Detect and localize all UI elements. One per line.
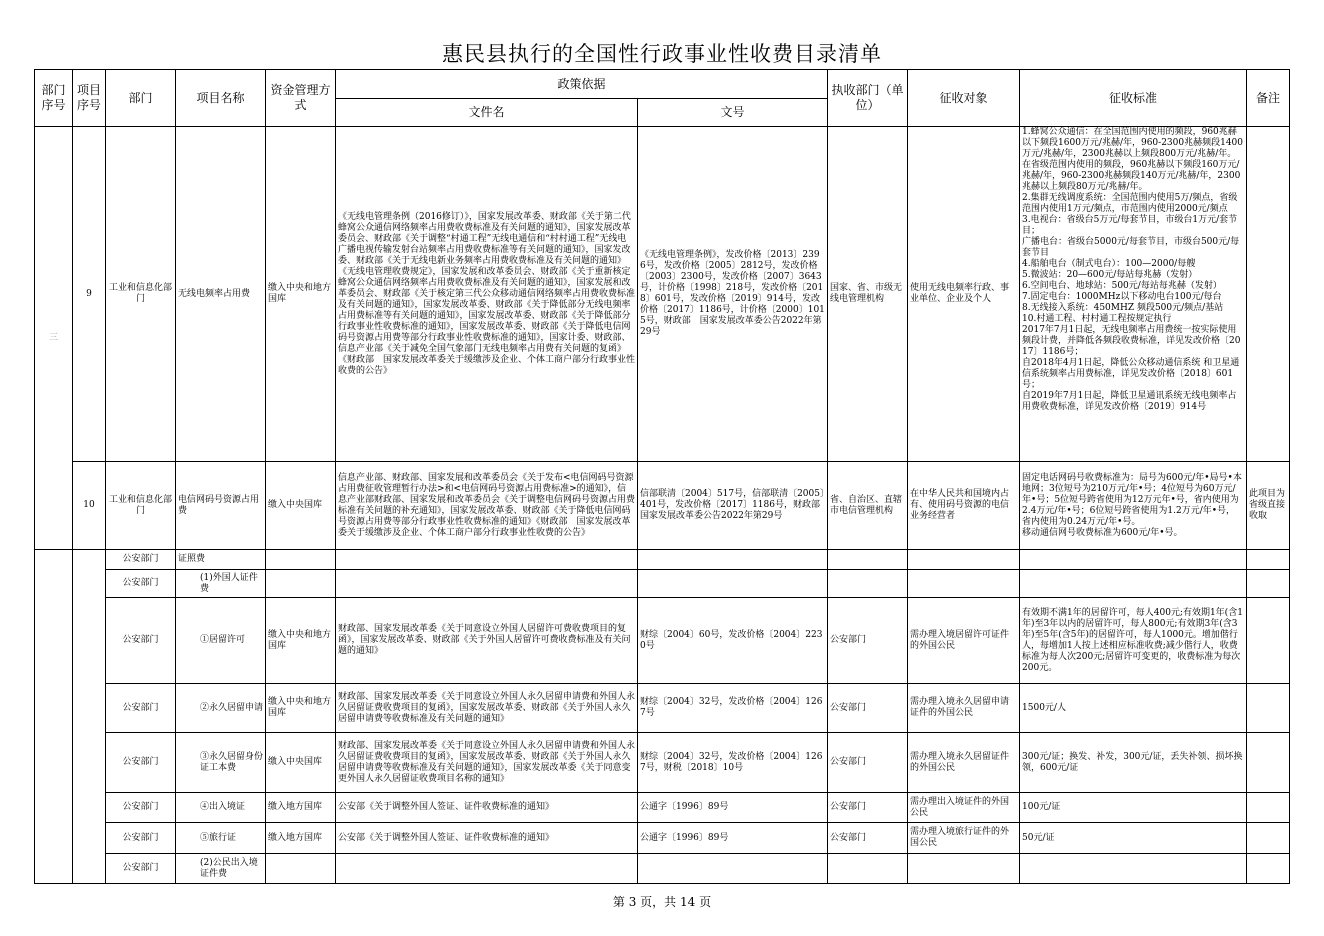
table-row: [35, 854, 1290, 884]
doc-no-cell: [638, 550, 828, 570]
dept-cell: 公安部门: [106, 684, 176, 733]
doc-no-cell: 信部联清〔2004〕517号，信部联清〔2005〕401号，发改价格〔2017〕1186号，财政部 国家发展改革委公告2022年第29号: [638, 462, 828, 550]
fund-cell: 缴入中央国库: [266, 733, 336, 793]
standard-cell: 1500元/人: [1020, 684, 1247, 733]
fund-cell: 缴入地方国库: [266, 823, 336, 854]
standard-cell: 有效期不满1年的居留许可，每人400元;有效期1年(含1年)至3年以内的居留许可，每人800元;有效期3年(含3年)至5年(含5年)的居留许可，每人1000元。增加偕行人，每增加1人按上述相应标准收费;减少偕行人，收费标准为每人次200元;居留许可变更的，收费标准为每次200元。: [1020, 598, 1247, 684]
dept-cell: 公安部门: [106, 793, 176, 823]
remark-cell: [1247, 854, 1290, 884]
standard-cell: [1020, 570, 1247, 598]
exec-cell: 公安部门: [828, 733, 908, 793]
item-name-cell: ③永久居留身份证工本费: [176, 733, 266, 793]
dept-cell: 公安部门: [106, 598, 176, 684]
standard-cell: [1020, 550, 1247, 570]
table-row: [35, 598, 1290, 684]
target-cell: 在中华人民共和国境内占有、使用码号资源的电信业务经营者: [908, 462, 1020, 550]
standard-cell: 50元/证: [1020, 823, 1247, 854]
header-item-name: 项目名称: [176, 70, 266, 127]
header-standard: 征收标准: [1020, 70, 1247, 127]
item-name-cell: (1)外国人证件费: [176, 570, 266, 598]
fund-cell: 缴入中央和地方国库: [266, 684, 336, 733]
doc-name-cell: 财政部、国家发展改革委《关于同意设立外国人永久居留申请费和外国人永久居留证费收费项目的复函》，国家发展改革委、财政部《关于外国人永久居留申请费等收费标准及有关问题的通知》，国家发展改革委《关于同意变更外国人永久居留证收费项目名称的通知》: [336, 733, 638, 793]
doc-name-cell: 公安部《关于调整外国人签证、证件收费标准的通知》: [336, 793, 638, 823]
remark-cell: [1247, 793, 1290, 823]
exec-cell: 公安部门: [828, 598, 908, 684]
doc-no-cell: 财综〔2004〕32号，发改价格〔2004〕1267号，财税〔2018〕10号: [638, 733, 828, 793]
doc-no-cell: 公通字〔1996〕89号: [638, 793, 828, 823]
doc-no-cell: 财综〔2004〕60号，发改价格〔2004〕2230号: [638, 598, 828, 684]
exec-cell: 公安部门: [828, 823, 908, 854]
target-cell: 需办理入境永久居留证件的外国公民: [908, 733, 1020, 793]
item-number-empty: [73, 550, 106, 884]
dept-cell: 公安部门: [106, 733, 176, 793]
fund-cell: 缴入中央国库: [266, 462, 336, 550]
table-row: [35, 793, 1290, 823]
target-cell: [908, 854, 1020, 884]
fund-cell: 缴入地方国库: [266, 793, 336, 823]
doc-name-cell: 财政部、国家发展改革委《关于同意设立外国人居留许可费收费项目的复函》，国家发展改革委、财政部《关于外国人居留许可费收费标准及有关问题的通知》: [336, 598, 638, 684]
target-cell: 需办理入境旅行证件的外国公民: [908, 823, 1020, 854]
exec-cell: 公安部门: [828, 684, 908, 733]
target-cell: [908, 550, 1020, 570]
item-number: 10: [73, 462, 106, 550]
header-dept: 部门: [106, 70, 176, 127]
target-cell: [908, 570, 1020, 598]
fund-cell: [266, 550, 336, 570]
target-cell: 使用无线电频率行政、事业单位、企业及个人: [908, 127, 1020, 462]
table-row: [35, 570, 1290, 598]
target-cell: 需办理入境永久居留申请证件的外国公民: [908, 684, 1020, 733]
doc-name-cell: [336, 854, 638, 884]
header-doc-name: 文件名: [336, 99, 638, 127]
standard-cell: 固定电话网码号收费标准为：局号为600元/年•局号•本地网；3位短号为210万元/年•号；4位短号为60万元/年•号；5位短号跨省使用为12万元年•号，省内使用为2.4万元/年•号；6位短号跨省使用为1.2万元/年•号，省内使用为0.24万元/年•号。 移动通信网号收费标准为600元/年•号。: [1020, 462, 1247, 550]
table-row: [35, 550, 1290, 570]
doc-name-cell: 财政部、国家发展改革委《关于同意设立外国人永久居留申请费和外国人永久居留证费收费项目的复函》，国家发展改革委、财政部《关于外国人永久居留申请费等收费标准及有关问题的通知》: [336, 684, 638, 733]
table-row: [35, 127, 1290, 462]
table-row: [35, 684, 1290, 733]
page-title: 惠民县执行的全国性行政事业性收费目录清单: [442, 42, 882, 66]
header-doc-no: 文号: [638, 99, 828, 127]
remark-cell: [1247, 598, 1290, 684]
exec-cell: [828, 854, 908, 884]
exec-cell: [828, 570, 908, 598]
dept-cell: 公安部门: [106, 550, 176, 570]
item-name-cell: 证照费: [176, 550, 266, 570]
group-number: 三: [35, 127, 73, 550]
exec-cell: 公安部门: [828, 793, 908, 823]
dept-cell: 工业和信息化部门: [106, 127, 176, 462]
table-row: [35, 733, 1290, 793]
item-name-cell: ④出入境证: [176, 793, 266, 823]
group-number-empty: [35, 550, 73, 884]
remark-cell: [1247, 570, 1290, 598]
exec-cell: [828, 550, 908, 570]
dept-cell: 公安部门: [106, 854, 176, 884]
dept-cell: 工业和信息化部门: [106, 462, 176, 550]
header-item-no: 项目序号: [73, 70, 106, 127]
remark-cell: 此项目为省级直接收取: [1247, 462, 1290, 550]
doc-name-cell: [336, 550, 638, 570]
item-name-cell: (2)公民出入境证件费: [176, 854, 266, 884]
item-number: 9: [73, 127, 106, 462]
header-policy: 政策依据: [336, 70, 828, 99]
doc-no-cell: [638, 854, 828, 884]
standard-cell: 1.蜂窝公众通信：在全国范围内使用的频段，960兆赫以下频段1600万元/兆赫/年，960-2300兆赫频段1400万元/兆赫/年，2300兆赫以上频段800万元/兆赫/年。在省级范围内使用的频段，960兆赫以下频段160万元/兆赫/年，960-2300兆赫频段140万元/兆赫/年，2300兆赫以上频段80万元/兆赫/年。 2.集群无线调度系统：全国范围内使用5万/频点，省级范围内使用1万元/频点，市范围内使用2000元/频点 3.电视台：省级台5万元/每套节目，市级台1万元/套节目； 广播电台：省级台5000元/每套节目，市级台500元/每套节目 4.船舶电台（制式电台）：100—2000/每艘 5.微波站：20—600元/每站每兆赫（发射） 6.空间电台、地球站：500元/每站每兆赫（发射） 7.固定电台：1000MHz以下移动电台100元/每台 8.无线接入系统：450MHZ 频段500元/频点/基站 10.村通工程、村村通工程按规定执行 2017年7月1日起，无线电频率占用费统一按实际使用频段计费，并降低各频段收费标准，详见发改价格〔2017〕1186号； 自2018年4月1日起，降低公众移动通信系统 和卫星通信系统频率占用费标准，详见发改价格〔2018〕601号； 自2019年7月1日起，降低卫星通讯系统无线电频率占用费收费标准，详见发改价格〔2019〕914号: [1020, 127, 1247, 462]
standard-cell: 300元/证；换发、补发，300元/证，丢失补领、损坏换领，600元/证: [1020, 733, 1247, 793]
fund-cell: 缴入中央和地方国库: [266, 127, 336, 462]
remark-cell: [1247, 550, 1290, 570]
doc-no-cell: 财综〔2004〕32号，发改价格〔2004〕1267号: [638, 684, 828, 733]
item-name-cell: 无线电频率占用费: [176, 127, 266, 462]
fund-cell: 缴入中央和地方国库: [266, 598, 336, 684]
remark-cell: [1247, 684, 1290, 733]
page-footer: 第 3 页，共 14 页: [612, 895, 712, 909]
standard-cell: 100元/证: [1020, 793, 1247, 823]
doc-no-cell: [638, 570, 828, 598]
doc-name-cell: 公安部《关于调整外国人签证、证件收费标准的通知》: [336, 823, 638, 854]
exec-cell: 省、自治区、直辖市电信管理机构: [828, 462, 908, 550]
fund-cell: [266, 570, 336, 598]
target-cell: 需办理入境居留许可证件的外国公民: [908, 598, 1020, 684]
standard-cell: [1020, 854, 1247, 884]
item-name-cell: ⑤旅行证: [176, 823, 266, 854]
table-row: [35, 462, 1290, 550]
dept-cell: 公安部门: [106, 570, 176, 598]
table-row: [35, 823, 1290, 854]
dept-cell: 公安部门: [106, 823, 176, 854]
header-fund: 资金管理方式: [266, 70, 336, 127]
doc-name-cell: 信息产业部、财政部、国家发展和改革委员会《关于发布<电信网码号资源占用费征收管理暂行办法>和<电信网码号资源占用费标准>的通知》，信息产业部财政部、国家发展和改革委员会《关于调整电信网码号资源占用费标准有关问题的补充通知》，国家发展改革委、财政部《关于降低电信网码号资源占用费等部分行政事业性收费标准的通知》《财政部 国家发展改革委关于缓缴涉及企业、个体工商户部分行政事业性收费的公告》: [336, 462, 638, 550]
header-exec: 执收部门（单位）: [828, 70, 908, 127]
item-name-cell: ②永久居留申请: [176, 684, 266, 733]
remark-cell: [1247, 127, 1290, 462]
doc-no-cell: 公通字〔1996〕89号: [638, 823, 828, 854]
header-target: 征收对象: [908, 70, 1020, 127]
header-dept-no: 部门序号: [35, 70, 73, 127]
doc-name-cell: [336, 570, 638, 598]
remark-cell: [1247, 823, 1290, 854]
item-name-cell: 电信网码号资源占用费: [176, 462, 266, 550]
fund-cell: [266, 854, 336, 884]
header-remark: 备注: [1247, 70, 1290, 127]
doc-name-cell: 《无线电管理条例（2016修订）》，国家发展改革委、财政部《关于第二代蜂窝公众通信网络频率占用费收费标准及有关问题的通知》，国家发展改革委员会、财政部《关于调整“村通工程”无线电通信和“村村通工程”无线电广播电视传输发射台站频率占用费收费标准等有关问题的通知》，国家发改委、财政部《关于无线电新业务频率占用费收费标准及有关问题的通知》《无线电管理收费规定》，国家发展和改革委员会、财政部《关于重新核定蜂窝公众通信网络频率占用费收费标准及有关问题的通知》，国家发展和改革委员会、财政部《关于核定第三代公众移动通信网络频率占用费收费标准及有关问题的通知》，国家发展改革委、财政部《关于降低部分无线电频率占用费标准等有关问题的通知》，国家发展改革委、财政部《关于降低部分行政事业性收费标准的通知》，国家发展改革委、财政部《关于降低电信网码号资源占用费等部分行政事业性收费标准的通知》，国家计委、财政部、信息产业部《关于减免全国气象部门无线电频率占用费有关问题的复函》《财政部 国家发展改革委关于缓缴涉及企业、个体工商户部分行政事业性收费的公告》: [336, 127, 638, 462]
doc-no-cell: 《无线电管理条例》，发改价格〔2013〕2396号，发改价格〔2005〕2812号，发改价格〔2003〕2300号，发改价格〔2007〕3643号，计价格〔1998〕218号，发改价格〔2018〕601号，发改价格〔2019〕914号，发改价格〔2017〕1186号，计价格〔2000〕1015号，财政部 国家发展改革委公告2022年第29号: [638, 127, 828, 462]
exec-cell: 国家、省、市级无线电管理机构: [828, 127, 908, 462]
remark-cell: [1247, 733, 1290, 793]
item-name-cell: ①居留许可: [176, 598, 266, 684]
fee-table: [34, 69, 1290, 884]
target-cell: 需办理出入境证件的外国公民: [908, 793, 1020, 823]
